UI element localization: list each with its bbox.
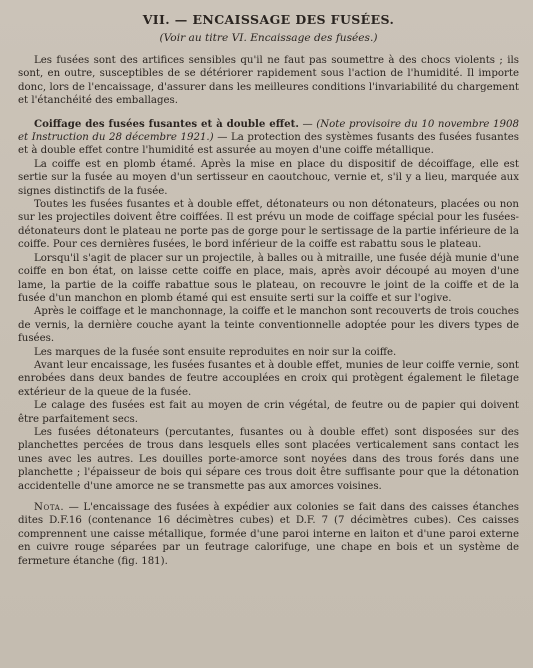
section-paragraph: Lorsqu'il s'agit de placer sur un projectile, à balles ou à mitraille, une fusée déjà munie d'une coiffe en bon état, on laisse cette coiffe en place, mais, après avoir découpé au moyen d'une lame, la partie de la coiffe rabattue sous le plateau, on recouvre le joint de la coiffe et de la fusée d'un manchon en plomb étamé qui est ensuite serti sur la coiffe et sur l'ogive. [18, 252, 519, 304]
section-lead: — La protection des systèmes fusants des fusées fusantes et à double effet contre l'humidité est assurée au moyen d'une coiffe métallique. [18, 132, 519, 157]
nota-label: Nota. [34, 502, 65, 513]
section-paragraph: Les fusées détonateurs (percutantes, fusantes ou à double effet) sont disposées sur des planchettes percées de trous dans lesquels elles sont placées verticalement sans contact les unes avec les autres. Les douilles porte-amorce sont noyées dans des trous forés dans une planchette ; l'épaisseur de bois qui sépare ces trous doit être suffisante pour que la détonation accidentelle d'une amorce ne se transmette pas aux amorces voisines. [18, 426, 519, 492]
section-paragraph: Les marques de la fusée sont ensuite reproduites en noir sur la coiffe. [34, 346, 397, 358]
section-paragraph: Toutes les fusées fusantes et à double effet, détonateurs ou non détonateurs, placées ou non sur les projectiles doivent être coiffées. Il est prévu un mode de coiffage spécial pour les fusées-détonateurs dont le plateau ne porte pas de gorge pour le sertissage de la partie inférieure de la coiffe. Pour ces dernières fusées, le bord inférieur de la coiffe est rabattu sous le plateau. [18, 199, 519, 251]
section-note: (Note provisoire du 10 novembre 1908 et Instruction du 28 décembre 1921.) [18, 118, 519, 144]
section-heading: Coiffage des fusées fusantes et à double effet. [34, 117, 299, 130]
section-lead-paragraph [18, 118, 519, 158]
nota-text: — L'encaissage des fusées à expédier aux colonies se fait dans des caisses étanches dites D.F.16 (contenance 16 décimètres cubes) et D.F. 7 (7 décimètres cubes). Ces caisses comprennent une caisse métallique, formée d'une paroi interne en laiton et d'une paroi externe en cuivre rouge séparées par un feutrage calorifuge, une chape en bois et un système de fermeture étanche (fig. 181). [18, 502, 519, 567]
section-paragraph: Après le coiffage et le manchonnage, la coiffe et le manchon sont recouverts de trois couches de vernis, la dernière couche ayant la teinte conventionnelle adoptée pour les divers types de fusées. [18, 306, 519, 345]
nota-paragraph [18, 501, 519, 568]
section-paragraph: Le calage des fusées est fait au moyen de crin végétal, de feutre ou de papier qui doivent être parfaitement secs. [18, 400, 519, 425]
section-paragraph: La coiffe est en plomb étamé. Après la mise en place du dispositif de décoiffage, elle est sertie sur la fusée au moyen d'un sertisseur en caoutchouc, vernie et, s'il y a lieu, marquée aux signes distinctifs de la fusée. [18, 158, 519, 197]
section-paragraph: Avant leur encaissage, les fusées fusantes et à double effet, munies de leur coiffe vernie, sont enrobées dans deux bandes de feutre accouplées en croix qui protègent également le filetage extérieur de la queue de la fusée. [18, 359, 519, 398]
page-subtitle: (Voir au titre VI. Encaissage des fusées.) [159, 32, 378, 44]
intro-paragraph: Les fusées sont des artifices sensibles qu'il ne faut pas soumettre à des chocs violents ; ils sont, en outre, susceptibles de se détériorer rapidement sous l'action de l'humidité. Il importe donc, lors de l'encaissage, d'assurer dans les meilleures conditions l'invariabilité du chargement et l'étanchéité des emballages. [18, 55, 519, 107]
page-title: VII. — ENCAISSAGE DES FUSÉES. [142, 12, 395, 27]
section-dash: — [298, 118, 317, 130]
